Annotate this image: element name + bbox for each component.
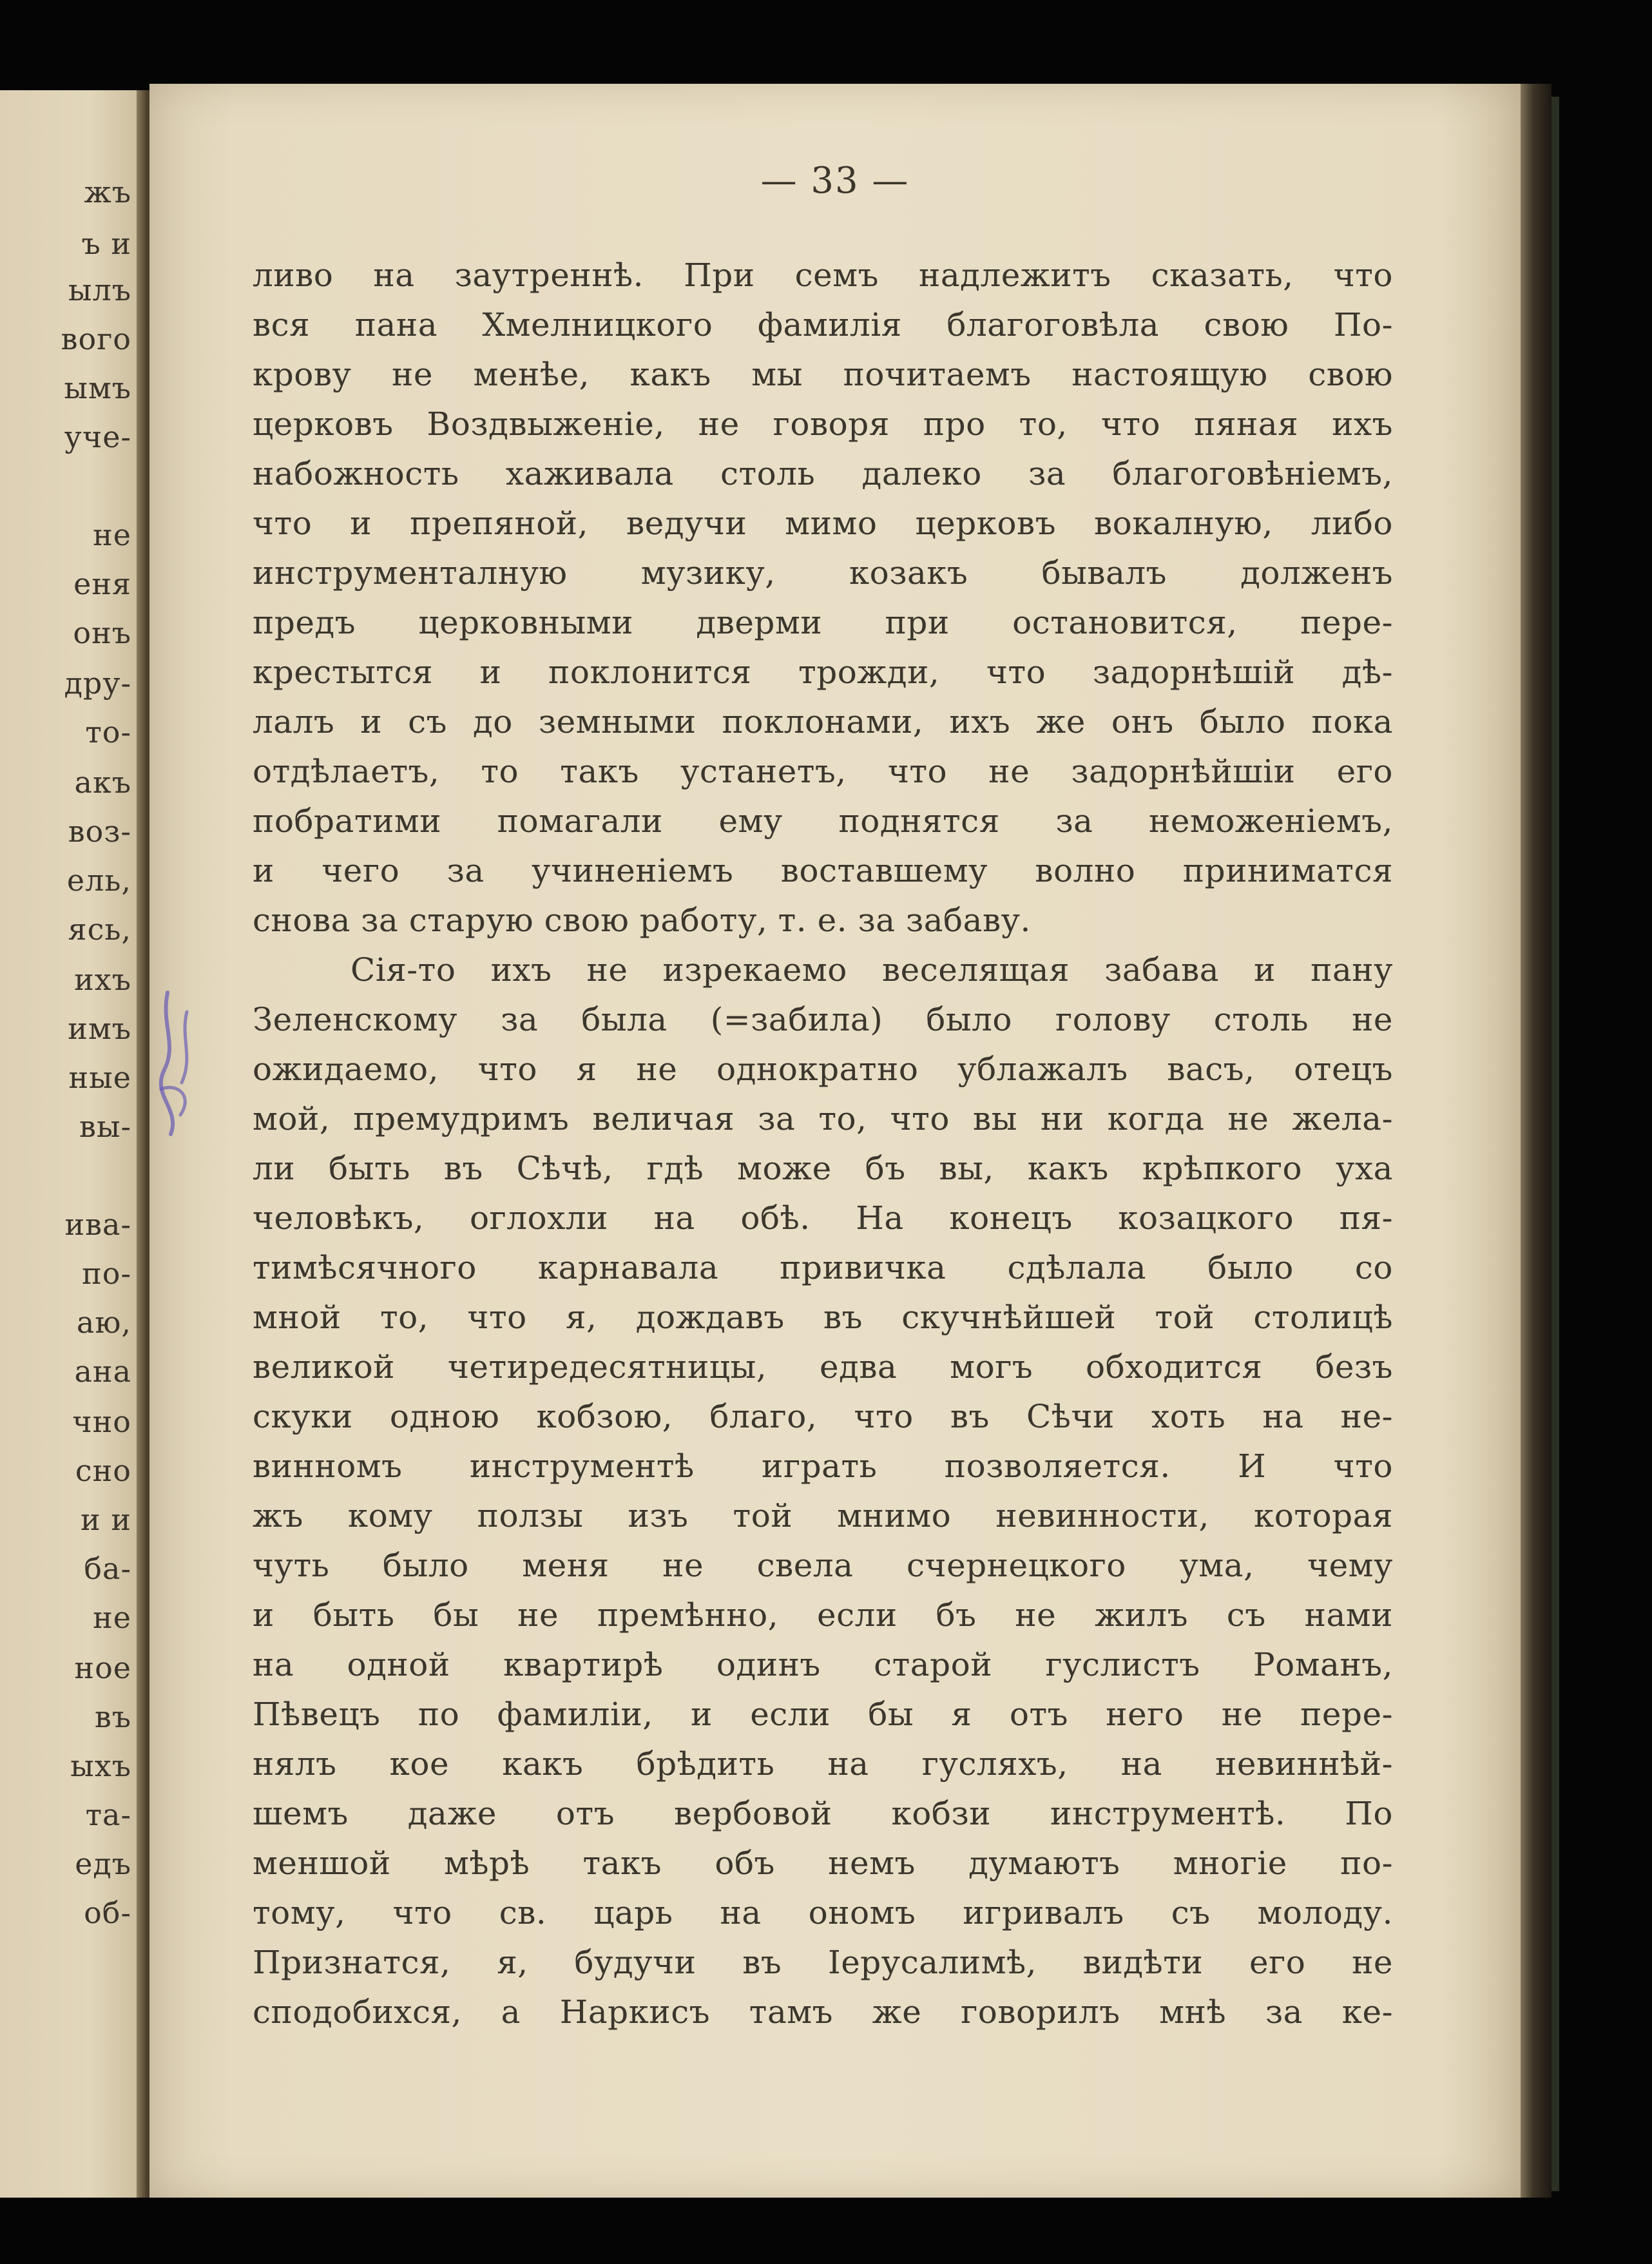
left-page-line-fragment: ель, xyxy=(66,863,131,898)
left-page-line-fragment: онъ xyxy=(73,615,131,650)
text-line: меншой мѣрѣ такъ объ немъ думаютъ многіе по- xyxy=(253,1844,1393,1882)
left-page-line-fragment: дру- xyxy=(64,666,131,701)
left-page-line-fragment: ба- xyxy=(84,1551,131,1586)
left-page-line-fragment: акъ xyxy=(74,765,131,800)
text-line: скуки одною кобзою, благо, что въ Сѣчи хоть на не- xyxy=(253,1398,1393,1435)
text-line: жъ кому ползы изъ той мнимо невинности, которая xyxy=(253,1497,1393,1534)
text-line: на одной квартирѣ одинъ старой гуслистъ Романъ, xyxy=(253,1646,1393,1683)
left-page-line-fragment: та- xyxy=(85,1797,131,1832)
text-line: нялъ кое какъ брѣдить на гусляхъ, на невиннѣй- xyxy=(253,1745,1393,1783)
text-line: тимѣсячного карнавала привичка сдѣлала было со xyxy=(253,1249,1393,1286)
text-line: набожность хаживала столь далеко за благоговѣніемъ, xyxy=(253,455,1393,492)
left-page-line-fragment: ана xyxy=(74,1354,131,1389)
text-line: шемъ даже отъ вербовой кобзи инструментѣ. По xyxy=(253,1795,1393,1832)
text-line: винномъ инструментѣ играть позволяется. И что xyxy=(253,1447,1393,1485)
text-line: и чего за учиненіемъ воставшему волно приниматся xyxy=(253,852,1393,889)
left-page-line-fragment: ные xyxy=(68,1060,131,1095)
left-page-line-fragment: сно xyxy=(75,1453,131,1488)
text-line: инструменталную музику, козакъ бывалъ долженъ xyxy=(253,554,1393,592)
text-line: что и препяной, ведучи мимо церковъ вокалную, либо xyxy=(253,505,1393,542)
left-page-line-fragment: въ xyxy=(94,1699,131,1734)
text-line: вся пана Хмелницкого фамилія благоговѣла свою По- xyxy=(253,306,1393,343)
left-page-line-fragment: уче- xyxy=(64,420,131,454)
left-page-line-fragment: ылъ xyxy=(68,273,131,307)
text-line: снова за старую свою работу, т. е. за забаву. xyxy=(253,902,1031,939)
text-line: крестытся и поклонится трожди, что задорнѣшій дѣ- xyxy=(253,653,1393,691)
page-block-edge xyxy=(1521,84,1551,2198)
left-page-line-fragment: чно xyxy=(72,1404,131,1439)
pencil-margin-mark xyxy=(142,986,213,1141)
left-page-line-fragment: не xyxy=(93,1600,131,1635)
text-line: побратими помагали ему поднятся за неможеніемъ, xyxy=(253,802,1393,840)
left-page-line-fragment: аю, xyxy=(76,1305,131,1340)
text-line: предъ церковными дверми при остановится, пере- xyxy=(253,604,1393,641)
left-page-line-fragment: вого xyxy=(61,322,131,356)
left-page-line-fragment: имъ xyxy=(68,1011,131,1046)
text-line: Признатся, я, будучи въ Іерусалимѣ, видѣти его не xyxy=(253,1944,1393,1981)
left-page-line-fragment: ное xyxy=(74,1650,131,1685)
left-page-line-fragment: ясь, xyxy=(68,912,131,947)
text-line: ли быть въ Сѣчѣ, гдѣ може бъ вы, какъ крѣпкого уха xyxy=(253,1150,1393,1187)
left-page-line-fragment: ыхъ xyxy=(70,1748,131,1783)
text-line: и быть бы не премѣнно, если бъ не жилъ съ нами xyxy=(253,1596,1393,1634)
left-page-line-fragment: жъ xyxy=(84,175,131,209)
text-line: чуть было меня не свела счернецкого ума, чему xyxy=(253,1547,1393,1584)
left-page-line-fragment: ива- xyxy=(64,1207,131,1242)
left-page-line-fragment: об- xyxy=(84,1895,131,1930)
left-page-line-fragment: по- xyxy=(82,1256,131,1291)
text-line: лалъ и съ до земными поклонами, ихъ же онъ было пока xyxy=(253,703,1393,740)
left-page-line-fragment: и и xyxy=(81,1502,131,1537)
text-line: церковъ Воздвыженіе, не говоря про то, что пяная ихъ xyxy=(253,405,1393,443)
text-line: тому, что св. царь на ономъ игривалъ съ молоду. xyxy=(253,1894,1393,1931)
text-line: Пѣвецъ по фамиліи, и если бы я отъ него не пере- xyxy=(253,1696,1393,1733)
text-line: мой, премудримъ величая за то, что вы ни когда не жела- xyxy=(253,1100,1393,1137)
text-line: ливо на заутреннѣ. При семъ надлежитъ сказать, что xyxy=(253,256,1393,294)
text-line: великой четиредесятницы, едва могъ обходится безъ xyxy=(253,1348,1393,1386)
left-page-line-fragment: воз- xyxy=(68,814,131,849)
left-page-line-fragment: не xyxy=(93,518,131,552)
left-page-line-fragment: ымъ xyxy=(64,371,131,405)
left-page-line-fragment: вы- xyxy=(79,1109,131,1144)
text-line: мной то, что я, дождавъ въ скучнѣйшей той столицѣ xyxy=(253,1299,1393,1336)
text-line: сподобихся, а Наркисъ тамъ же говорилъ мнѣ за ке- xyxy=(253,1993,1393,2031)
left-page-line-fragment: еня xyxy=(73,566,131,601)
text-line: Зеленскому за была (=забила) было голову столь не xyxy=(253,1001,1393,1038)
page-number: — 33 — xyxy=(760,160,910,202)
left-page-line-fragment: ихъ xyxy=(74,962,131,997)
text-line: человѣкъ, оглохли на обѣ. На конецъ козацкого пя- xyxy=(253,1199,1393,1237)
text-line: отдѣлаетъ, то такъ устанетъ, что не задорнѣйшіи его xyxy=(253,753,1393,790)
main-page xyxy=(149,84,1521,2198)
text-line: ожидаемо, что я не однократно ублажалъ васъ, отецъ xyxy=(253,1050,1393,1088)
left-page xyxy=(0,90,149,2198)
text-line: крову не менѣе, какъ мы почитаемъ настоящую свою xyxy=(253,356,1393,393)
text-line: Сія-то ихъ не изрекаемо веселящая забава и пану xyxy=(351,951,1393,989)
left-page-line-fragment: ъ и xyxy=(81,226,131,261)
left-page-line-fragment: то- xyxy=(85,715,131,750)
book-cover-edge xyxy=(1551,97,1559,2191)
left-page-line-fragment: едъ xyxy=(75,1846,131,1881)
